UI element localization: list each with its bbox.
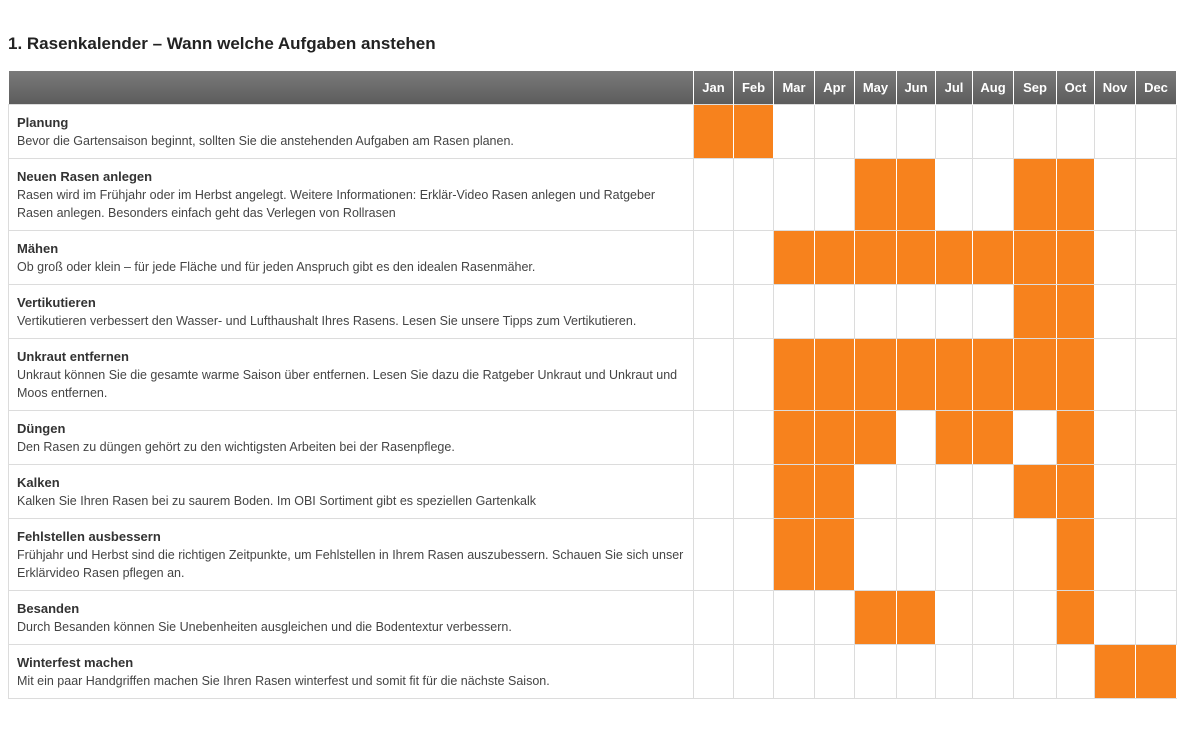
month-cell-mar xyxy=(774,285,815,339)
month-header-may: May xyxy=(855,71,897,105)
month-cell-apr-active xyxy=(815,231,855,285)
month-cell-apr xyxy=(815,105,855,159)
month-cell-oct xyxy=(1057,105,1095,159)
month-cell-apr-active xyxy=(815,519,855,591)
table-row xyxy=(9,105,1177,159)
task-cell xyxy=(9,285,694,339)
month-cell-mar-active xyxy=(774,519,815,591)
task-cell xyxy=(9,411,694,465)
task-cell xyxy=(9,465,694,519)
month-cell-feb xyxy=(734,159,774,231)
task-title: Unkraut entfernen xyxy=(17,349,129,364)
month-cell-aug xyxy=(973,465,1014,519)
table-row xyxy=(9,339,1177,411)
month-cell-jun xyxy=(897,645,936,699)
month-header-sep: Sep xyxy=(1014,71,1057,105)
month-cell-nov-active xyxy=(1095,645,1136,699)
month-cell-sep xyxy=(1014,519,1057,591)
month-cell-jun-active xyxy=(897,231,936,285)
month-cell-jul xyxy=(936,465,973,519)
month-cell-may-active xyxy=(855,159,897,231)
lawn-calendar-table xyxy=(8,71,1177,699)
month-cell-sep-active xyxy=(1014,339,1057,411)
month-cell-apr xyxy=(815,645,855,699)
table-row xyxy=(9,519,1177,591)
month-cell-may-active xyxy=(855,591,897,645)
month-cell-nov xyxy=(1095,159,1136,231)
month-cell-jan xyxy=(694,519,734,591)
month-cell-mar xyxy=(774,159,815,231)
table-header-row xyxy=(9,71,1177,105)
month-cell-jul xyxy=(936,591,973,645)
month-cell-dec xyxy=(1136,285,1177,339)
task-column-header xyxy=(9,71,694,105)
month-cell-feb xyxy=(734,411,774,465)
month-cell-jan xyxy=(694,591,734,645)
month-cell-may xyxy=(855,645,897,699)
month-cell-nov xyxy=(1095,285,1136,339)
month-cell-apr xyxy=(815,159,855,231)
month-cell-aug xyxy=(973,645,1014,699)
month-cell-jan xyxy=(694,411,734,465)
month-cell-aug-active xyxy=(973,231,1014,285)
month-cell-jul xyxy=(936,645,973,699)
month-cell-jun-active xyxy=(897,591,936,645)
month-cell-aug xyxy=(973,105,1014,159)
month-cell-sep xyxy=(1014,645,1057,699)
task-title: Mähen xyxy=(17,241,59,256)
month-cell-nov xyxy=(1095,339,1136,411)
month-cell-jan-active xyxy=(694,105,734,159)
month-cell-may-active xyxy=(855,339,897,411)
month-cell-feb xyxy=(734,231,774,285)
month-cell-oct-active xyxy=(1057,411,1095,465)
month-cell-nov xyxy=(1095,231,1136,285)
month-cell-mar xyxy=(774,591,815,645)
month-header-feb: Feb xyxy=(734,71,774,105)
month-cell-aug-active xyxy=(973,411,1014,465)
month-cell-nov xyxy=(1095,411,1136,465)
month-cell-aug xyxy=(973,159,1014,231)
month-cell-may-active xyxy=(855,231,897,285)
table-row xyxy=(9,285,1177,339)
month-header-jun: Jun xyxy=(897,71,936,105)
month-header-oct: Oct xyxy=(1057,71,1095,105)
month-header-dec: Dec xyxy=(1136,71,1177,105)
month-cell-jun xyxy=(897,411,936,465)
task-description: Frühjahr und Herbst sind die richtigen Zeitpunkte, um Fehlstellen in Ihrem Rasen auszubessern. Schauen Sie sich unser Erklärvideo Rasen pflegen an. xyxy=(17,548,684,580)
month-cell-dec xyxy=(1136,591,1177,645)
task-description: Durch Besanden können Sie Unebenheiten ausgleichen und die Bodentextur verbessern. xyxy=(17,620,512,634)
month-cell-jun xyxy=(897,465,936,519)
month-cell-dec xyxy=(1136,411,1177,465)
month-cell-jul-active xyxy=(936,339,973,411)
month-cell-dec xyxy=(1136,519,1177,591)
month-header-jul: Jul xyxy=(936,71,973,105)
month-cell-nov xyxy=(1095,465,1136,519)
month-header-nov: Nov xyxy=(1095,71,1136,105)
month-cell-jan xyxy=(694,285,734,339)
table-body xyxy=(9,105,1177,699)
month-cell-oct-active xyxy=(1057,285,1095,339)
table-row xyxy=(9,231,1177,285)
month-cell-may xyxy=(855,519,897,591)
month-cell-apr-active xyxy=(815,411,855,465)
month-cell-sep xyxy=(1014,105,1057,159)
month-cell-jul-active xyxy=(936,411,973,465)
month-cell-may-active xyxy=(855,411,897,465)
month-cell-feb xyxy=(734,519,774,591)
month-cell-oct-active xyxy=(1057,159,1095,231)
month-cell-feb xyxy=(734,285,774,339)
month-cell-dec xyxy=(1136,339,1177,411)
page-title: 1. Rasenkalender – Wann welche Aufgaben anstehen xyxy=(8,34,436,53)
month-cell-may xyxy=(855,285,897,339)
month-cell-feb xyxy=(734,591,774,645)
month-cell-jun xyxy=(897,519,936,591)
month-cell-jan xyxy=(694,465,734,519)
month-cell-jan xyxy=(694,339,734,411)
month-cell-sep-active xyxy=(1014,231,1057,285)
month-header-mar: Mar xyxy=(774,71,815,105)
month-cell-oct-active xyxy=(1057,231,1095,285)
month-cell-jul-active xyxy=(936,231,973,285)
month-cell-jul xyxy=(936,105,973,159)
task-description: Vertikutieren verbessert den Wasser- und Lufthaushalt Ihres Rasens. Lesen Sie unsere Tipps zum Vertikutieren. xyxy=(17,314,637,328)
month-cell-jul xyxy=(936,159,973,231)
month-cell-nov xyxy=(1095,519,1136,591)
task-title: Neuen Rasen anlegen xyxy=(17,169,153,184)
month-cell-sep xyxy=(1014,591,1057,645)
month-header-aug: Aug xyxy=(973,71,1014,105)
month-cell-sep-active xyxy=(1014,159,1057,231)
task-cell xyxy=(9,231,694,285)
month-cell-dec xyxy=(1136,231,1177,285)
task-title: Vertikutieren xyxy=(17,295,96,310)
task-description: Bevor die Gartensaison beginnt, sollten Sie die anstehenden Aufgaben am Rasen planen. xyxy=(17,134,514,148)
month-cell-mar-active xyxy=(774,231,815,285)
task-title: Fehlstellen ausbessern xyxy=(17,529,161,544)
task-title: Besanden xyxy=(17,601,80,616)
month-cell-feb xyxy=(734,465,774,519)
month-cell-oct-active xyxy=(1057,465,1095,519)
task-cell xyxy=(9,339,694,411)
task-title: Winterfest machen xyxy=(17,655,134,670)
task-description: Den Rasen zu düngen gehört zu den wichtigsten Arbeiten bei der Rasenpflege. xyxy=(17,440,455,454)
task-description: Kalken Sie Ihren Rasen bei zu saurem Boden. Im OBI Sortiment gibt es speziellen Gartenkalk xyxy=(17,494,537,508)
month-header-jan: Jan xyxy=(694,71,734,105)
month-cell-may xyxy=(855,105,897,159)
month-cell-oct-active xyxy=(1057,339,1095,411)
month-cell-dec xyxy=(1136,465,1177,519)
table-row xyxy=(9,645,1177,699)
month-cell-aug xyxy=(973,285,1014,339)
month-cell-dec xyxy=(1136,159,1177,231)
month-cell-sep-active xyxy=(1014,465,1057,519)
task-cell xyxy=(9,105,694,159)
month-cell-oct-active xyxy=(1057,519,1095,591)
month-cell-nov xyxy=(1095,105,1136,159)
month-cell-feb xyxy=(734,339,774,411)
month-cell-dec xyxy=(1136,105,1177,159)
month-cell-sep xyxy=(1014,411,1057,465)
month-cell-mar xyxy=(774,105,815,159)
table-row xyxy=(9,159,1177,231)
task-cell xyxy=(9,645,694,699)
month-cell-dec-active xyxy=(1136,645,1177,699)
month-cell-jun-active xyxy=(897,159,936,231)
month-cell-apr xyxy=(815,285,855,339)
month-cell-apr-active xyxy=(815,465,855,519)
table-row xyxy=(9,411,1177,465)
month-cell-nov xyxy=(1095,591,1136,645)
table-row xyxy=(9,465,1177,519)
task-title: Düngen xyxy=(17,421,66,436)
month-cell-mar-active xyxy=(774,411,815,465)
task-cell xyxy=(9,591,694,645)
month-cell-jan xyxy=(694,159,734,231)
task-description: Mit ein paar Handgriffen machen Sie Ihren Rasen winterfest und somit fit für die nächste Saison. xyxy=(17,674,550,688)
month-cell-feb xyxy=(734,645,774,699)
task-title: Planung xyxy=(17,115,69,130)
month-cell-mar-active xyxy=(774,339,815,411)
month-header-apr: Apr xyxy=(815,71,855,105)
task-description: Unkraut können Sie die gesamte warme Saison über entfernen. Lesen Sie dazu die Ratgeber Unkraut und Unkraut und Moos entfernen. xyxy=(17,368,678,400)
month-cell-aug-active xyxy=(973,339,1014,411)
month-cell-jun xyxy=(897,105,936,159)
month-cell-jun-active xyxy=(897,339,936,411)
month-cell-apr xyxy=(815,591,855,645)
month-cell-mar xyxy=(774,645,815,699)
month-cell-oct xyxy=(1057,645,1095,699)
month-cell-jul xyxy=(936,285,973,339)
month-cell-sep-active xyxy=(1014,285,1057,339)
task-cell xyxy=(9,159,694,231)
month-cell-jan xyxy=(694,231,734,285)
month-cell-jan xyxy=(694,645,734,699)
table-row xyxy=(9,591,1177,645)
month-cell-jul xyxy=(936,519,973,591)
task-cell xyxy=(9,519,694,591)
month-cell-aug xyxy=(973,519,1014,591)
month-cell-mar-active xyxy=(774,465,815,519)
month-cell-feb-active xyxy=(734,105,774,159)
month-cell-apr-active xyxy=(815,339,855,411)
month-cell-may xyxy=(855,465,897,519)
task-title: Kalken xyxy=(17,475,60,490)
month-cell-oct-active xyxy=(1057,591,1095,645)
month-cell-aug xyxy=(973,591,1014,645)
task-description: Rasen wird im Frühjahr oder im Herbst angelegt. Weitere Informationen: Erklär-Video Rasen anlegen und Ratgeber Rasen anlegen. Besonders einfach geht das Verlegen von Rollrasen xyxy=(17,188,656,220)
task-description: Ob groß oder klein – für jede Fläche und für jeden Anspruch gibt es den idealen Rasenmäher. xyxy=(17,260,536,274)
month-cell-jun xyxy=(897,285,936,339)
